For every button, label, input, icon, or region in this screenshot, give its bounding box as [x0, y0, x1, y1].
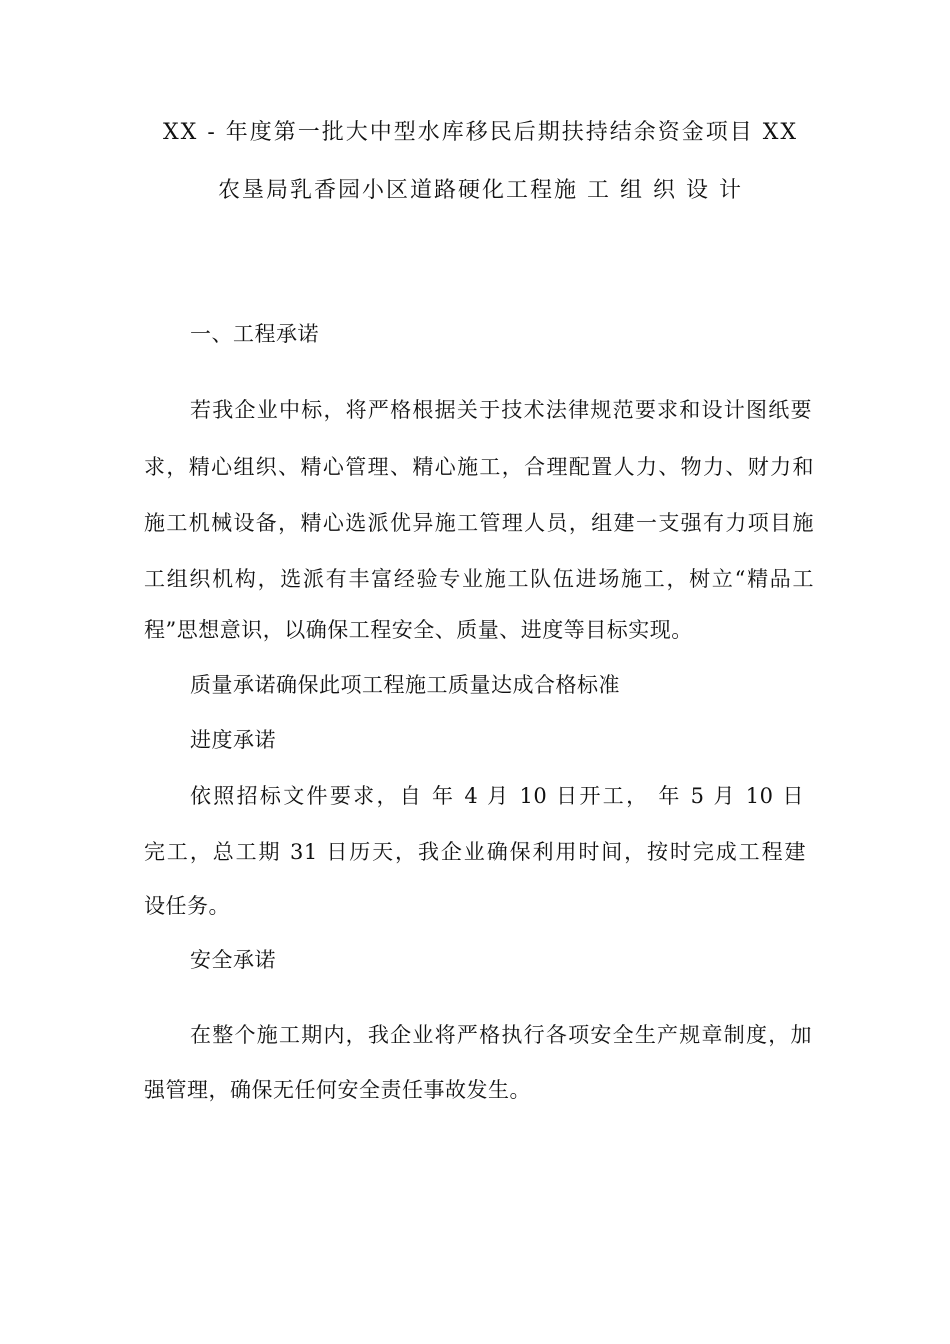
- schedule-paragraph-line: 依照招标文件要求，自 年 4 月 10 日开工， 年 5 月 10 日: [190, 784, 804, 808]
- document-title-line-1: XX - 年度第一批大中型水库移民后期扶持结余资金项目 XX: [163, 120, 799, 145]
- commitment-paragraph-line: 程”思想意识，以确保工程安全、质量、进度等目标实现。: [144, 618, 693, 642]
- safety-paragraph-line: 强管理，确保无任何安全责任事故发生。: [144, 1078, 531, 1102]
- schedule-paragraph-line: 设任务。: [144, 894, 230, 918]
- schedule-heading: 进度承诺: [190, 728, 276, 752]
- section-heading: 一、工程承诺: [190, 322, 319, 346]
- document-title-line-2: 农垦局乳香园小区道路硬化工程施 工 组 织 设 计: [218, 178, 743, 203]
- commitment-paragraph-line: 若我企业中标，将严格根据关于技术法律规范要求和设计图纸要: [190, 398, 812, 422]
- commitment-paragraph-line: 施工机械设备，精心选派优异施工管理人员，组建一支强有力项目施: [144, 511, 814, 535]
- commitment-paragraph-line: 求，精心组织、精心管理、精心施工，合理配置人力、物力、财力和: [144, 455, 814, 479]
- safety-paragraph-line: 在整个施工期内，我企业将严格执行各项安全生产规章制度，加: [190, 1023, 812, 1047]
- quality-commitment: 质量承诺确保此项工程施工质量达成合格标准: [190, 673, 620, 697]
- safety-heading: 安全承诺: [190, 948, 276, 972]
- commitment-paragraph-line: 工组织机构，选派有丰富经验专业施工队伍进场施工，树立“精品工: [144, 567, 814, 591]
- schedule-paragraph-line: 完工，总工期 31 日历天，我企业确保利用时间，按时完成工程建: [144, 840, 806, 864]
